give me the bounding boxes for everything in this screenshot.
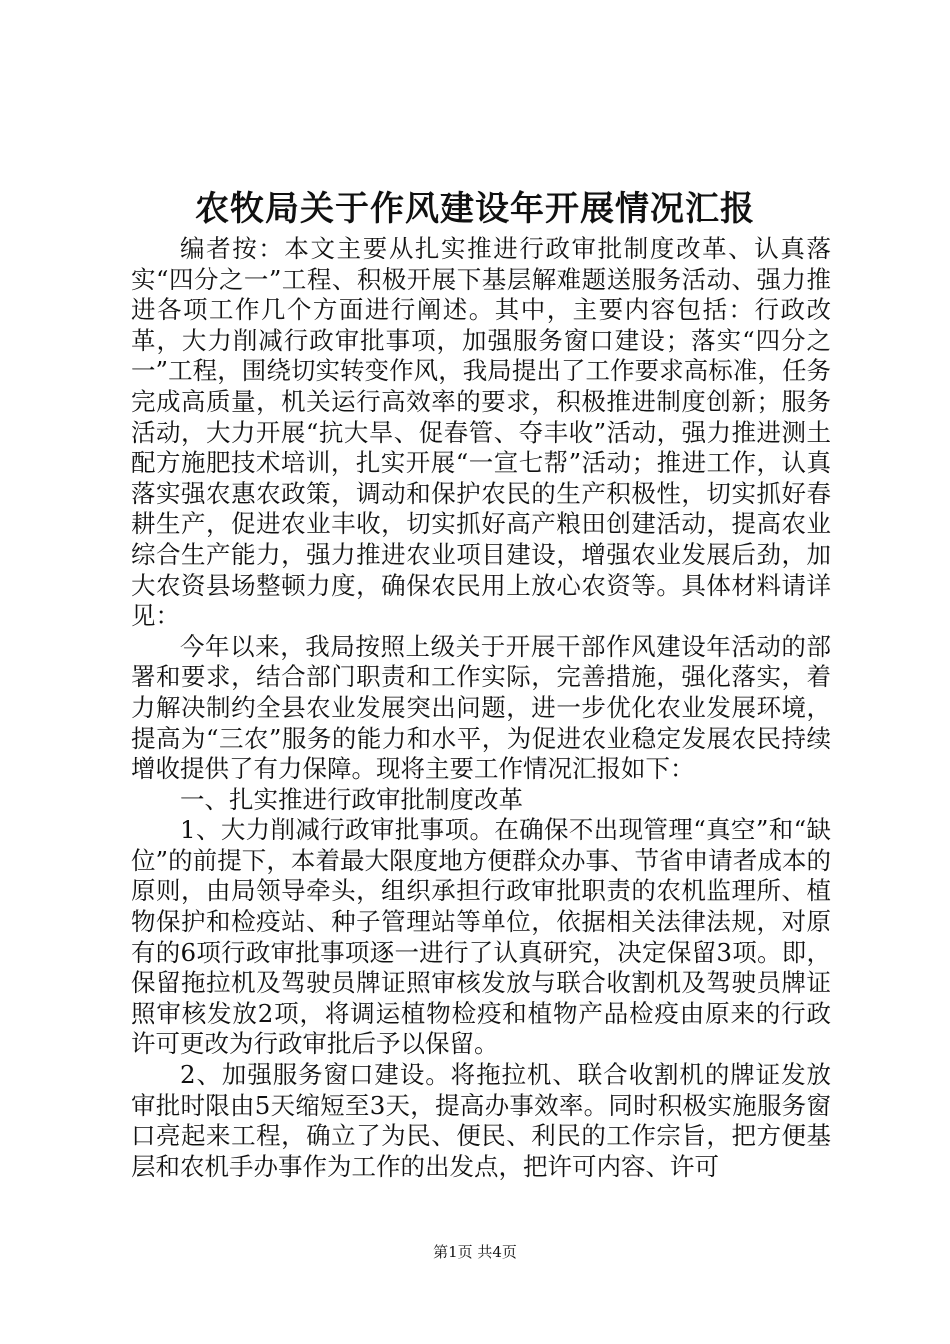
document-body [131,234,831,1182]
page-number-footer: 第1页 共4页 [433,1243,517,1261]
document-title: 农牧局关于作风建设年开展情况汇报 [195,189,755,229]
body-paragraph-1: 1、大力削减行政审批事项。在确保不出现管理“真空”和“缺位”的前提下，本着最大限度地方便群众办事、节省申请者成本的原则，由局领导牵头，组织承担行政审批职责的农机监理所、植物保护和检疫站、种子管理站等单位，依据相关法律法规，对原有的6项行政审批事项逐一进行了认真研究，决定保留3项。即，保留拖拉机及驾驶员牌证照审核发放与联合收割机及驾驶员牌证照审核发放2项，将调运植物检疫和植物产品检疫由原来的行政许可更改为行政审批后予以保留。 [131,815,831,1059]
section-heading: 一、扎实推进行政审批制度改革 [180,784,523,814]
editor-note-paragraph: 编者按：本文主要从扎实推进行政审批制度改革、认真落实“四分之一”工程、积极开展下基层解难题送服务活动、强力推进各项工作几个方面进行阐述。其中，主要内容包括：行政改革，大力削减行政审批事项，加强服务窗口建设；落实“四分之一”工程，围绕切实转变作风，我局提出了工作要求高标准，任务完成高质量，机关运行高效率的要求，积极推进制度创新；服务活动，大力开展“抗大旱、促春管、夺丰收”活动，强力推进测土配方施肥技术培训，扎实开展“一宣七帮”活动；推进工作，认真落实强农惠农政策，调动和保护农民的生产积极性，切实抓好春耕生产，促进农业丰收，切实抓好高产粮田创建活动，提高农业综合生产能力，强力推进农业项目建设，增强农业发展后劲，加大农资县场整顿力度，确保农民用上放心农资等。具体材料请详见： [131,234,831,631]
body-paragraph-2: 2、加强服务窗口建设。将拖拉机、联合收割机的牌证发放审批时限由5天缩短至3天，提高办事效率。同时积极实施服务窗口亮起来工程，确立了为民、便民、利民的工作宗旨，把方便基层和农机手办事作为工作的出发点，把许可内容、许可 [131,1060,831,1181]
intro-paragraph: 今年以来，我局按照上级关于开展干部作风建设年活动的部署和要求，结合部门职责和工作实际，完善措施，强化落实，着力解决制约全县农业发展突出问题，进一步优化农业发展环境，提高为“三农”服务的能力和水平，为促进农业稳定发展农民持续增收提供了有力保障。现将主要工作情况汇报如下： [131,631,831,784]
